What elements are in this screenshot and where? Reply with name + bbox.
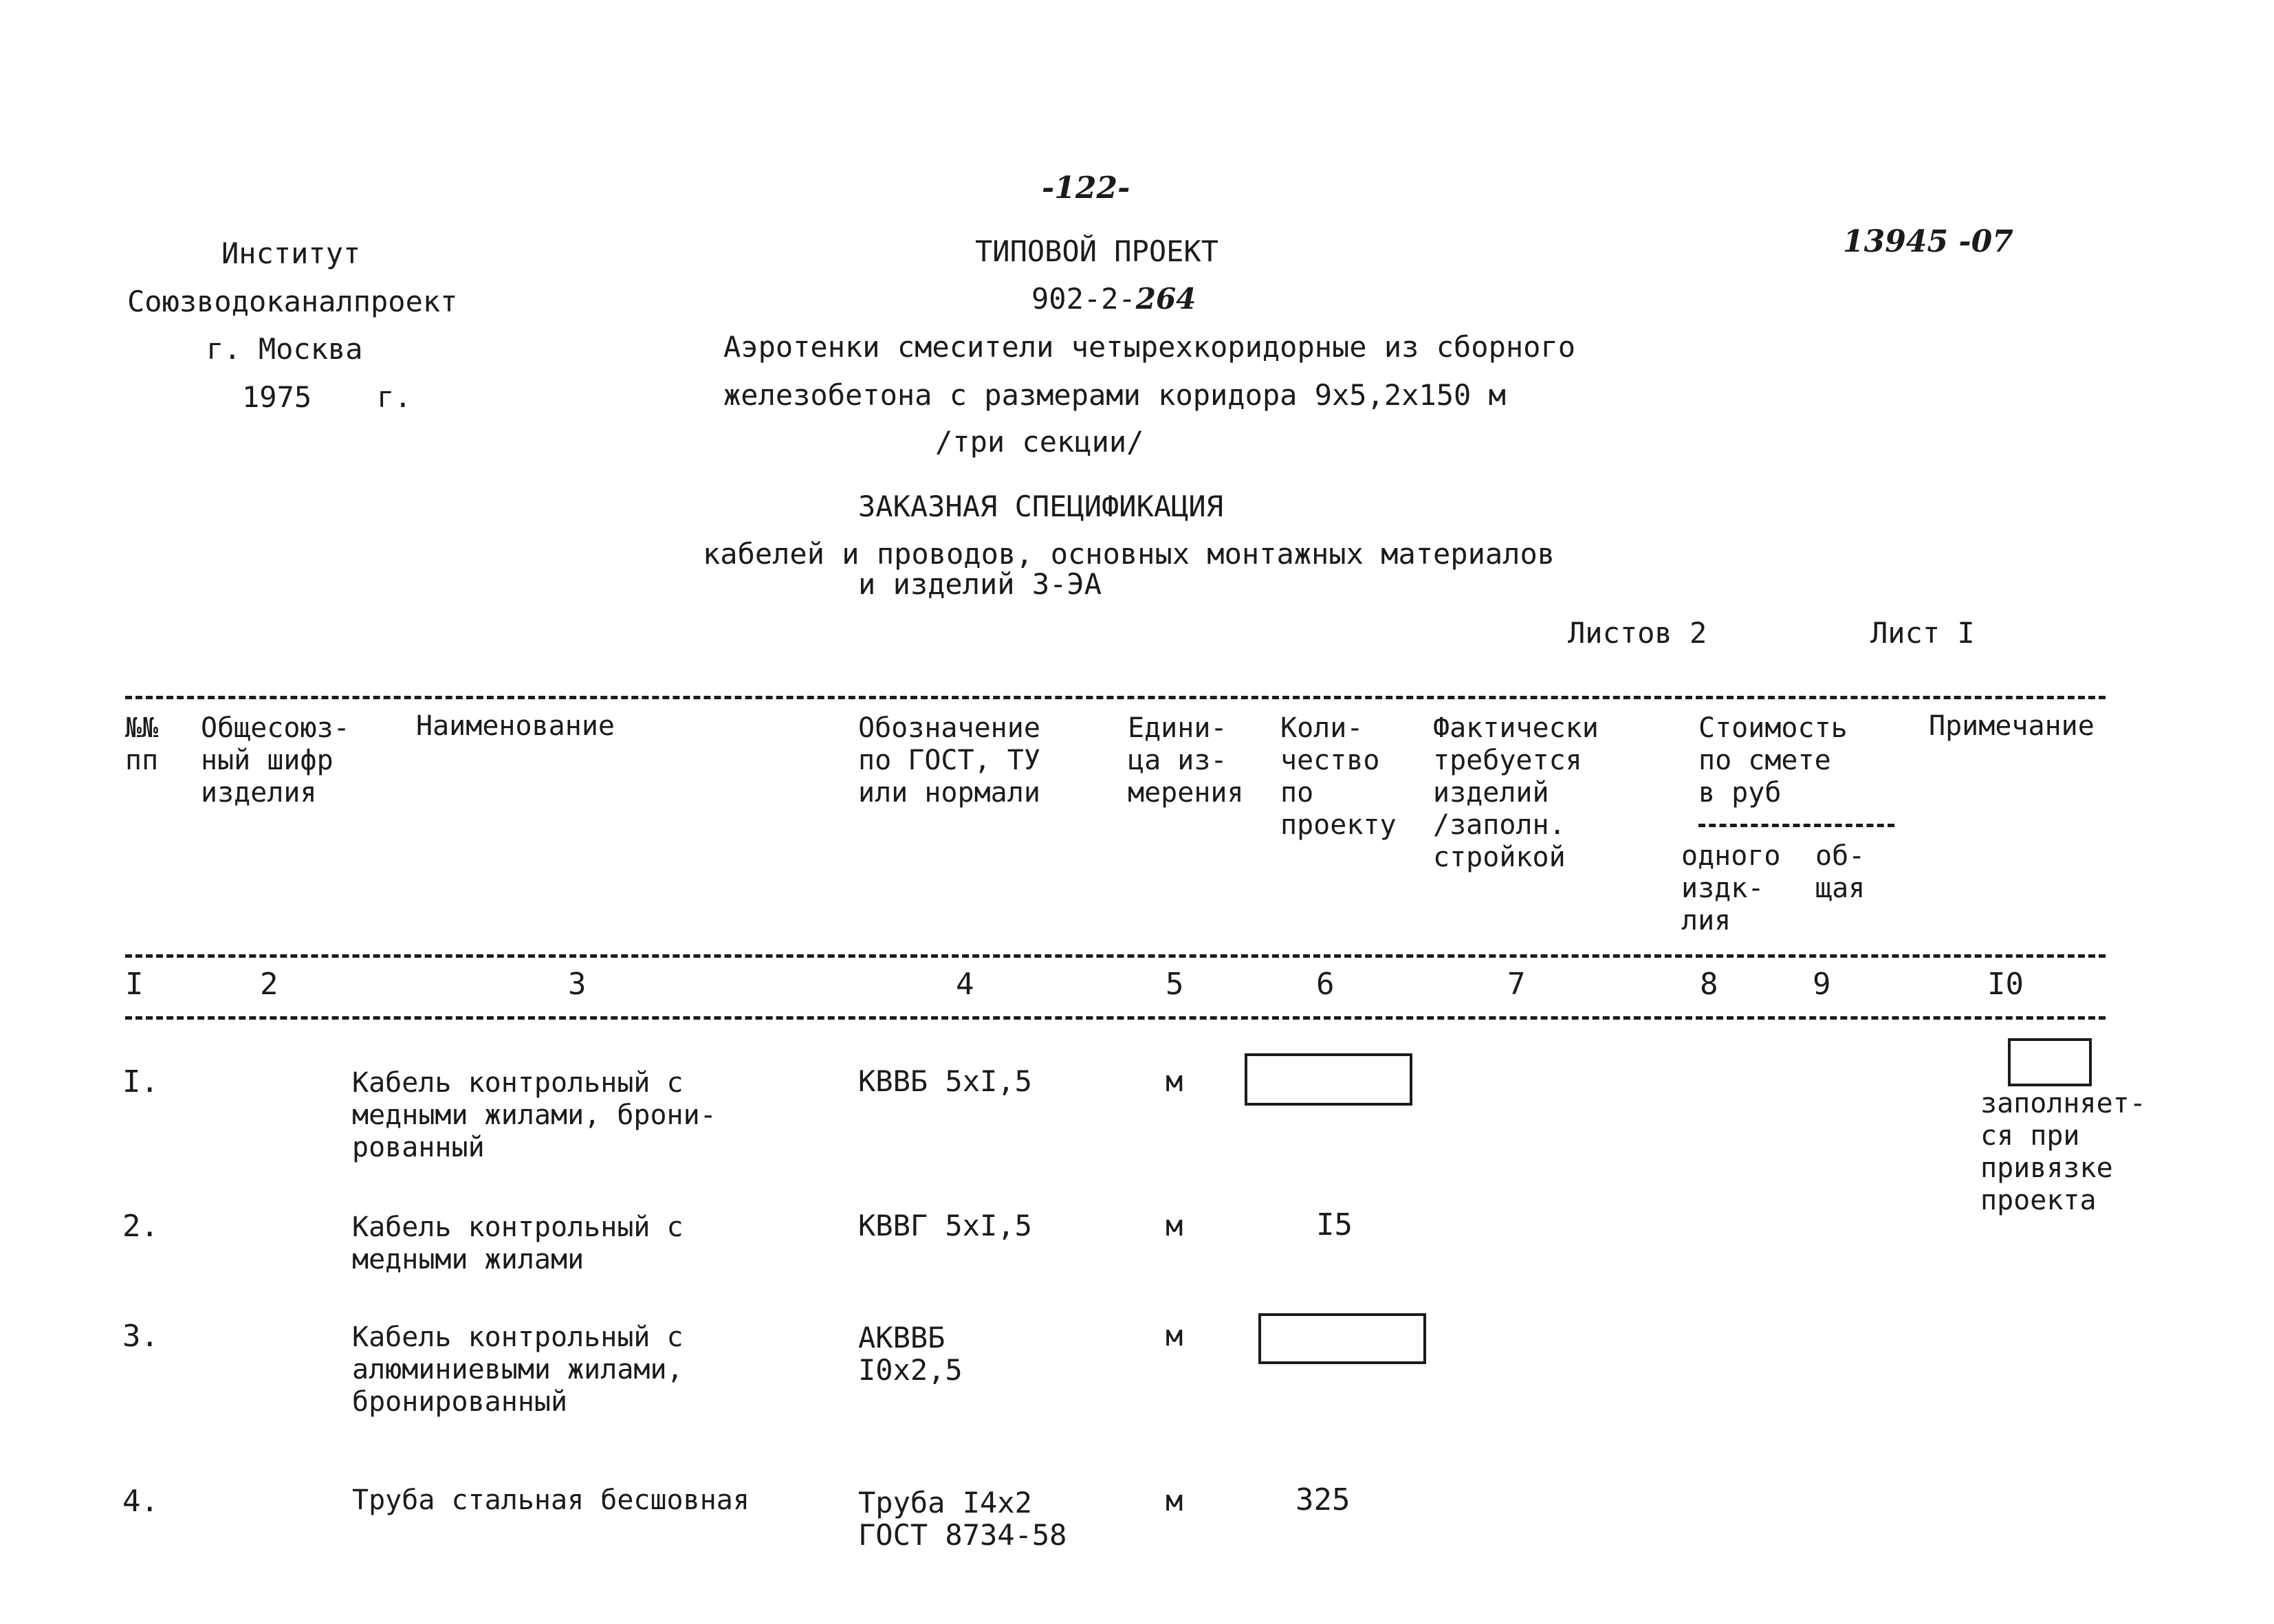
- row3-num: 3.: [122, 1319, 159, 1354]
- row3-gost: АКВВБ I0х2,5: [858, 1321, 963, 1387]
- header-cost: Стоимость по смете в руб: [1698, 712, 1848, 809]
- header-note: Примечание: [1929, 710, 2095, 742]
- row2-unit: м: [1166, 1209, 1183, 1242]
- column-numbers-rule: [125, 1016, 2106, 1020]
- row4-num: 4.: [122, 1484, 159, 1519]
- row4-name: Труба стальная бесшовная: [352, 1484, 750, 1516]
- column-number-4: 4: [956, 967, 974, 1002]
- table-top-rule: [125, 696, 2106, 699]
- row4-quantity: 325: [1295, 1482, 1351, 1517]
- column-number-1: I: [125, 967, 144, 1002]
- institute-city: г. Москва: [206, 332, 363, 366]
- row3-name: Кабель контрольный с алюминиевыми жилами, бронированный: [352, 1321, 684, 1418]
- header-bottom-rule: [125, 954, 2106, 958]
- column-number-10: I0: [1987, 967, 2024, 1002]
- column-number-3: 3: [568, 967, 587, 1002]
- spec-title: ЗАКАЗНАЯ СПЕЦИФИКАЦИЯ: [858, 490, 1224, 523]
- row2-num: 2.: [122, 1209, 159, 1244]
- header-gost: Обозначение по ГОСТ, ТУ или нормали: [858, 712, 1040, 809]
- sheets-total: Листов 2: [1568, 616, 1707, 650]
- row3-unit: м: [1166, 1319, 1183, 1352]
- institute-org: Союзводоканалпроект: [127, 285, 458, 318]
- project-description-line2: железобетона с размерами коридора 9х5,2х150 м: [723, 378, 1506, 412]
- institute-year: 1975: [242, 380, 312, 414]
- column-number-2: 2: [260, 967, 278, 1002]
- header-cost-one: одного издк- лия: [1681, 840, 1781, 936]
- row1-unit: м: [1166, 1064, 1183, 1098]
- column-number-7: 7: [1507, 967, 1526, 1002]
- header-quantity: Коли- чество по проекту: [1280, 712, 1397, 841]
- column-number-6: 6: [1316, 967, 1335, 1002]
- header-cost-total: об- щая: [1815, 840, 1866, 904]
- header-code: Общесоюз- ный шифр изделия: [201, 712, 350, 809]
- page-number: -122-: [1042, 171, 1130, 206]
- row4-unit: м: [1166, 1484, 1183, 1517]
- cost-sub-rule: [1698, 824, 1894, 827]
- project-number-handwritten: 264: [1135, 282, 1196, 316]
- project-description-line3: /три секции/: [935, 425, 1144, 459]
- spec-subtitle-line2: и изделий 3-ЭА: [858, 567, 1102, 601]
- column-number-5: 5: [1166, 967, 1184, 1002]
- header-unit: Едини- ца из- мерения: [1128, 712, 1244, 809]
- document-code: 13945 -07: [1843, 224, 2013, 259]
- row4-gost: Труба I4х2 ГОСТ 8734-58: [858, 1486, 1067, 1552]
- project-number-printed: 902-2-: [1031, 282, 1136, 316]
- project-title: ТИПОВОЙ ПРОЕКТ: [975, 234, 1219, 268]
- sheet-current: Лист I: [1870, 616, 1975, 650]
- row3-quantity-blank-box: [1258, 1313, 1426, 1364]
- header-name: Наименование: [416, 710, 615, 742]
- project-number: [1031, 282, 1196, 316]
- column-number-9: 9: [1813, 967, 1831, 1002]
- project-description-line1: Аэротенки смесители четырехкоридорные из сборного: [723, 330, 1576, 364]
- column-number-8: 8: [1700, 967, 1718, 1002]
- note-blank-box: [2008, 1038, 2092, 1086]
- row1-name: Кабель контрольный с медными жилами, брони- рованный: [352, 1067, 717, 1163]
- row2-gost: КВВГ 5хI,5: [858, 1209, 1032, 1242]
- row2-name: Кабель контрольный с медными жилами: [352, 1211, 684, 1275]
- row1-note: заполняет- ся при привязке проекта: [1980, 1088, 2146, 1216]
- header-actual: Фактически требуется изделий /заполн. стройкой: [1433, 712, 1599, 873]
- spec-subtitle-line1: кабелей и проводов, основных монтажных материалов: [703, 537, 1555, 571]
- header-num: №№ пп: [125, 712, 159, 776]
- row1-num: I.: [122, 1064, 159, 1099]
- institute-year-suffix: г.: [377, 380, 412, 414]
- row2-quantity: I5: [1316, 1207, 1353, 1242]
- row1-quantity-blank-box: [1245, 1053, 1412, 1106]
- institute-name: Институт: [221, 237, 361, 270]
- row1-gost: КВВБ 5хI,5: [858, 1064, 1032, 1098]
